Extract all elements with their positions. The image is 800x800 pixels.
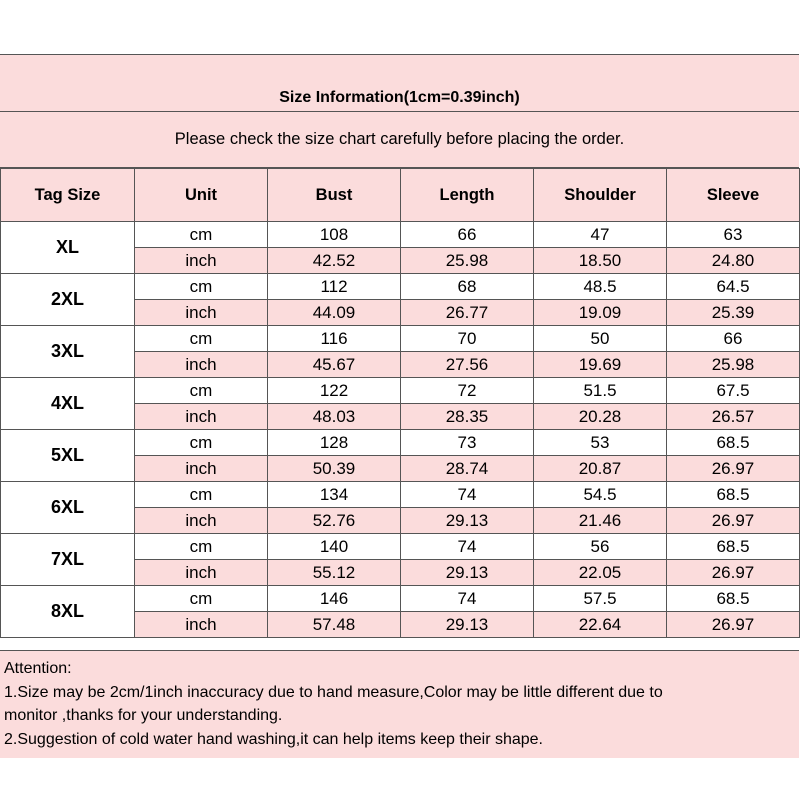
- subtitle: Please check the size chart carefully before placing the order.: [0, 112, 799, 168]
- sleeve-cell: 26.97: [667, 508, 800, 534]
- bust-cell: 44.09: [268, 300, 401, 326]
- tag-size-cell: 5XL: [1, 430, 135, 482]
- attention-heading: Attention:: [4, 660, 72, 677]
- unit-cell: cm: [135, 430, 268, 456]
- sleeve-cell: 68.5: [667, 430, 800, 456]
- shoulder-cell: 22.64: [534, 612, 667, 638]
- bust-cell: 140: [268, 534, 401, 560]
- tag-size-cell: 7XL: [1, 534, 135, 586]
- bust-cell: 112: [268, 274, 401, 300]
- shoulder-cell: 19.09: [534, 300, 667, 326]
- table-row: [1, 482, 800, 508]
- shoulder-cell: 51.5: [534, 378, 667, 404]
- length-cell: 29.13: [401, 560, 534, 586]
- sleeve-cell: 66: [667, 326, 800, 352]
- shoulder-cell: 53: [534, 430, 667, 456]
- shoulder-cell: 47: [534, 222, 667, 248]
- shoulder-cell: 20.87: [534, 456, 667, 482]
- attention-line-2: 2.Suggestion of cold water hand washing,it can help items keep their shape.: [4, 730, 543, 748]
- length-cell: 72: [401, 378, 534, 404]
- bust-cell: 52.76: [268, 508, 401, 534]
- bust-cell: 116: [268, 326, 401, 352]
- length-cell: 25.98: [401, 248, 534, 274]
- header-unit: Unit: [135, 169, 268, 222]
- table-header-row: [1, 169, 800, 222]
- attention-notes: [0, 650, 799, 758]
- shoulder-cell: 54.5: [534, 482, 667, 508]
- unit-cell: inch: [135, 404, 268, 430]
- attention-line-1a: 1.Size may be 2cm/1inch inaccuracy due to hand measure,Color may be little different due to: [4, 683, 663, 701]
- bust-cell: 48.03: [268, 404, 401, 430]
- header-sleeve: Sleeve: [667, 169, 800, 222]
- bust-cell: 128: [268, 430, 401, 456]
- tag-size-cell: XL: [1, 222, 135, 274]
- sleeve-cell: 24.80: [667, 248, 800, 274]
- sleeve-cell: 26.97: [667, 560, 800, 586]
- table-row: [1, 274, 800, 300]
- tag-size-cell: 3XL: [1, 326, 135, 378]
- table-row: [1, 326, 800, 352]
- sleeve-cell: 26.97: [667, 456, 800, 482]
- length-cell: 28.35: [401, 404, 534, 430]
- bust-cell: 57.48: [268, 612, 401, 638]
- size-table: [0, 168, 800, 638]
- attention-line-1b: monitor ,thanks for your understanding.: [4, 707, 283, 724]
- shoulder-cell: 20.28: [534, 404, 667, 430]
- shoulder-cell: 19.69: [534, 352, 667, 378]
- length-cell: 28.74: [401, 456, 534, 482]
- bust-cell: 108: [268, 222, 401, 248]
- bust-cell: 146: [268, 586, 401, 612]
- size-chart: [0, 54, 799, 758]
- unit-cell: cm: [135, 586, 268, 612]
- table-row: [1, 534, 800, 560]
- bust-cell: 45.67: [268, 352, 401, 378]
- unit-cell: cm: [135, 482, 268, 508]
- unit-cell: cm: [135, 378, 268, 404]
- bust-cell: 55.12: [268, 560, 401, 586]
- sleeve-cell: 68.5: [667, 586, 800, 612]
- table-row: [1, 586, 800, 612]
- header-shoulder: Shoulder: [534, 169, 667, 222]
- shoulder-cell: 56: [534, 534, 667, 560]
- unit-cell: inch: [135, 612, 268, 638]
- tag-size-cell: 2XL: [1, 274, 135, 326]
- unit-cell: inch: [135, 300, 268, 326]
- table-row: [1, 378, 800, 404]
- unit-cell: cm: [135, 274, 268, 300]
- table-row: [1, 430, 800, 456]
- length-cell: 74: [401, 534, 534, 560]
- sleeve-cell: 68.5: [667, 534, 800, 560]
- length-cell: 66: [401, 222, 534, 248]
- bust-cell: 122: [268, 378, 401, 404]
- length-cell: 70: [401, 326, 534, 352]
- sleeve-cell: 26.57: [667, 404, 800, 430]
- unit-cell: cm: [135, 326, 268, 352]
- tag-size-cell: 4XL: [1, 378, 135, 430]
- bust-cell: 50.39: [268, 456, 401, 482]
- shoulder-cell: 22.05: [534, 560, 667, 586]
- header-length: Length: [401, 169, 534, 222]
- unit-cell: cm: [135, 222, 268, 248]
- sleeve-cell: 67.5: [667, 378, 800, 404]
- unit-cell: inch: [135, 456, 268, 482]
- unit-cell: inch: [135, 508, 268, 534]
- shoulder-cell: 57.5: [534, 586, 667, 612]
- length-cell: 27.56: [401, 352, 534, 378]
- shoulder-cell: 21.46: [534, 508, 667, 534]
- length-cell: 74: [401, 586, 534, 612]
- page-title: Size Information(1cm=0.39inch): [0, 55, 799, 112]
- sleeve-cell: 26.97: [667, 612, 800, 638]
- length-cell: 68: [401, 274, 534, 300]
- length-cell: 74: [401, 482, 534, 508]
- length-cell: 29.13: [401, 612, 534, 638]
- sleeve-cell: 25.39: [667, 300, 800, 326]
- shoulder-cell: 50: [534, 326, 667, 352]
- unit-cell: cm: [135, 534, 268, 560]
- unit-cell: inch: [135, 560, 268, 586]
- shoulder-cell: 48.5: [534, 274, 667, 300]
- length-cell: 29.13: [401, 508, 534, 534]
- tag-size-cell: 8XL: [1, 586, 135, 638]
- sleeve-cell: 68.5: [667, 482, 800, 508]
- bust-cell: 42.52: [268, 248, 401, 274]
- unit-cell: inch: [135, 352, 268, 378]
- shoulder-cell: 18.50: [534, 248, 667, 274]
- bust-cell: 134: [268, 482, 401, 508]
- tag-size-cell: 6XL: [1, 482, 135, 534]
- sleeve-cell: 63: [667, 222, 800, 248]
- sleeve-cell: 25.98: [667, 352, 800, 378]
- length-cell: 26.77: [401, 300, 534, 326]
- table-body: [1, 222, 800, 638]
- header-tag-size: Tag Size: [1, 169, 135, 222]
- table-row: [1, 222, 800, 248]
- unit-cell: inch: [135, 248, 268, 274]
- sleeve-cell: 64.5: [667, 274, 800, 300]
- header-bust: Bust: [268, 169, 401, 222]
- length-cell: 73: [401, 430, 534, 456]
